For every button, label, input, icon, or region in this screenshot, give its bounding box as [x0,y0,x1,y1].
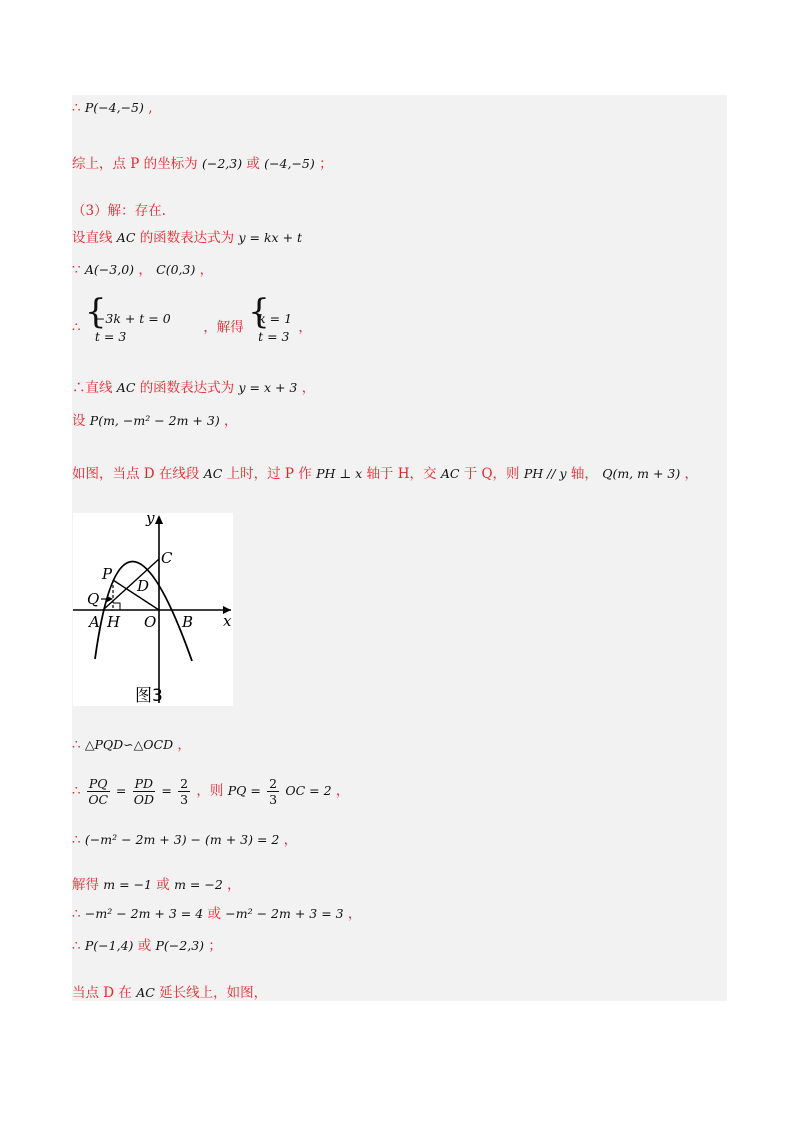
math-expr: AC [440,466,460,481]
text: 如图，当点 D 在线段 [72,466,200,482]
punct: ， [227,877,241,893]
punct: ， [335,783,350,799]
math-expr: −m² − 2m + 3 = 4 [84,906,204,921]
math-expr: m = −1 [103,877,152,892]
text: 或 [156,877,170,893]
punct: ， [298,319,312,336]
line-12 [72,832,297,848]
math-expr: P(−2,3) [155,938,205,953]
label-d: D [137,577,150,595]
punct: ； [319,156,333,172]
therefore-symbol: ∴ [72,783,81,799]
label-h: H [107,613,121,631]
equation: t = 3 [258,329,290,344]
text: 解得 [72,877,99,893]
text: 综上，点 P 的坐标为 [72,156,198,172]
text: 延长线上，如图， [159,985,268,1001]
parabola-diagram [73,513,233,706]
text: 当点 D 在 [72,985,132,1001]
punct: ； [208,938,222,954]
equation: { −3k + t = 0 [94,311,171,326]
math-expr: PH ⊥ x [316,466,363,481]
label-o: O [144,613,157,631]
math-expr: −m² − 2m + 3 = 3 [225,906,344,921]
text: ∴直线 [72,380,113,396]
math-expr: AC [203,466,223,481]
punct: ， [283,832,298,848]
line-8 [72,413,238,429]
line-6 [72,310,312,346]
math-expr: AC [116,230,136,245]
line-10 [72,737,191,753]
punct: ， [684,466,699,482]
therefore-symbol: ∴ [72,938,81,954]
fraction-two-thirds: $\frac{2}{3}$ [180,776,189,807]
math-expr: AC [116,380,136,395]
equation: { k = 1 [258,311,293,326]
label-y: y [146,513,155,527]
punct: ， [199,262,214,278]
math-expr: OC = 2 [285,783,332,798]
math-expr: △PQD∽△OCD [84,737,174,752]
text: 设 [72,413,86,429]
text: 或 [246,156,260,172]
math-expr: (−m² − 2m + 3) − (m + 3) = 2 [84,832,280,847]
punct: ， [347,906,362,922]
label-x: x [223,612,232,630]
line-14 [72,906,361,922]
math-expr: P(−1,4) [84,938,134,953]
equals: = [161,783,172,798]
math-expr: y = x + 3 [238,380,298,395]
text: 设直线 [72,230,113,246]
fraction-two-thirds: $\frac{2}{3}$ [269,776,278,807]
therefore-symbol: ∴ [72,100,81,116]
punct: ， [224,413,238,429]
figure-caption: 图3 [135,686,163,706]
text: ，则 [196,783,224,799]
text: 或 [207,906,221,922]
line-15 [72,938,222,954]
y-axis-arrow [155,515,163,524]
math-expr: (−4,−5) [264,156,315,171]
solution-system [250,310,292,346]
line-11 [72,776,349,807]
math-expr: P(−4,−5) [84,100,144,115]
math-expr: y = kx + t [238,230,303,245]
text: 轴， [570,466,598,482]
line-7 [72,380,315,396]
math-expr: PH // y [523,466,567,481]
text: 上时，过 P 作 [226,466,312,482]
fraction-pq-oc: $\frac{PQ}{OC}$ [88,776,109,807]
line-1 [72,100,152,116]
math-expr: m = −2 [174,877,223,892]
therefore-symbol: ∴ [72,319,81,336]
right-angle-mark [113,603,120,610]
label-q: Q [87,590,100,608]
line-16 [72,985,267,1001]
punct: , [148,100,153,116]
line-13 [72,877,241,893]
text: 轴于 H，交 [366,466,437,482]
line-9 [72,466,698,482]
label-c: C [161,549,173,567]
line-2 [72,156,333,172]
math-expr: C(0,3) [156,262,196,277]
text: 的函数表达式为 [139,230,235,246]
math-expr: AC [136,985,155,1000]
equals: = [115,783,127,798]
therefore-symbol: ∴ [72,906,81,922]
line-5 [72,262,213,278]
fraction-pd-od: $\frac{PD}{OD}$ [133,776,154,807]
math-expr: Q(m, m + 3) [602,466,681,481]
text: 于 Q，则 [463,466,520,482]
line-4 [72,230,302,246]
text: 或 [137,938,152,954]
line-3 [72,203,166,219]
math-expr: PQ = [227,783,261,798]
math-expr: (−2,3) [201,156,243,171]
label-a: A [89,613,100,631]
text: 的函数表达式为 [139,380,235,396]
equation-system [87,310,171,346]
label-b: B [182,613,194,631]
therefore-symbol: ∴ [72,832,81,848]
therefore-symbol: ∴ [72,737,81,753]
section-heading: （3）解：存在. [72,203,166,219]
equation: t = 3 [94,329,127,344]
punct: ， [138,262,152,278]
because-symbol: ∵ [72,262,81,278]
text: ，解得 [203,319,244,336]
punct: ， [177,737,191,753]
math-expr: A(−3,0) [84,262,135,277]
math-expr: P(m, −m² − 2m + 3) [89,413,220,428]
label-p: P [102,565,113,583]
figure-3 [73,513,233,706]
punct: ， [301,380,316,396]
